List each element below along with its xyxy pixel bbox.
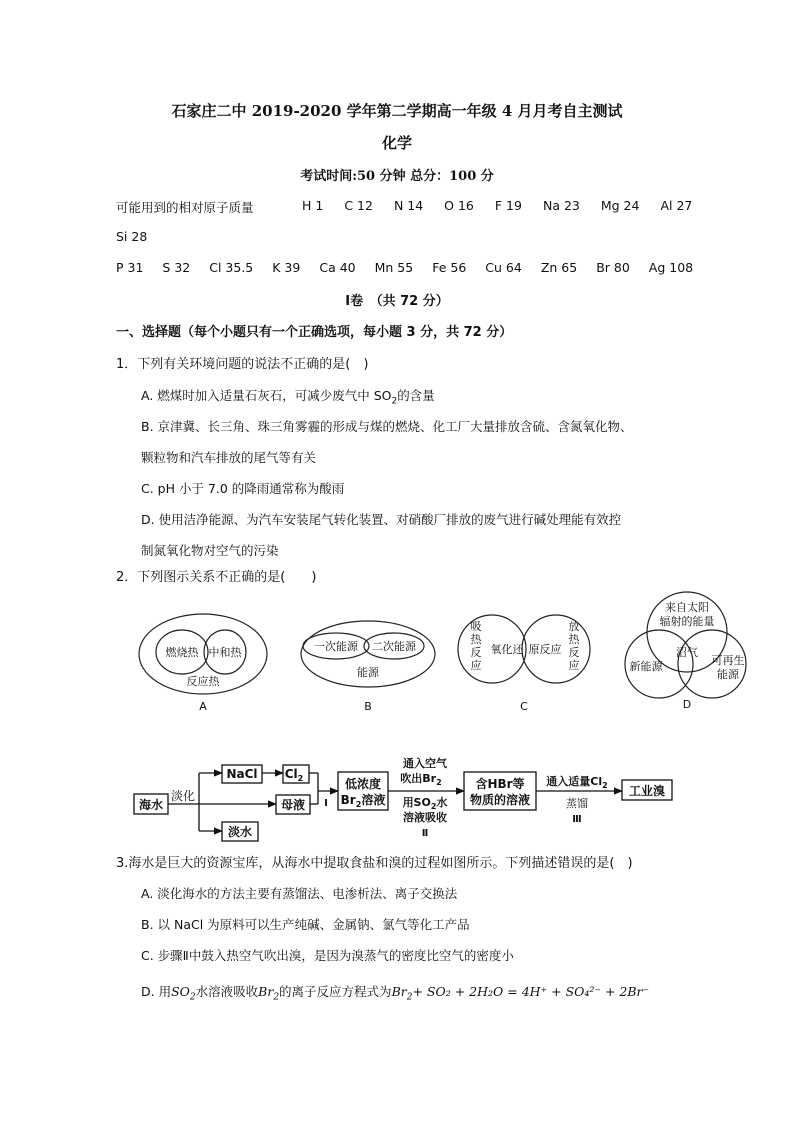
atomic-mass-p-1: S 32 [162, 260, 191, 275]
diag-b-inner-2-label: 二次能源 [372, 640, 416, 653]
atomic-mass-row-1 [302, 198, 713, 213]
flow-air-1: 通入空气 [403, 757, 447, 770]
flow-so2-2: 溶液吸收 [403, 811, 447, 824]
q2-stem: 2．下列图示关系不正确的是( ) [116, 570, 317, 585]
flow-seawater: 海水 [138, 798, 164, 812]
diag-c-left-char-2: 热 [470, 633, 482, 646]
diag-d-letter: D [682, 698, 692, 711]
flow-step-1: Ⅰ [324, 798, 328, 809]
atomic-mass-p-9: Br 80 [596, 260, 630, 275]
atomic-mass-si-0: Si 28 [116, 229, 148, 244]
diag-c-middle-1: 氧化还 [490, 643, 524, 656]
atomic-mass-0: H 1 [302, 198, 324, 213]
atomic-mass-p-2: Cl 35.5 [209, 260, 254, 275]
atomic-mass-4: F 19 [494, 198, 522, 213]
atomic-mass-p-0: P 31 [116, 260, 144, 275]
diag-b-inner-1-label: 一次能源 [314, 640, 358, 653]
flow-industrial-bromine: 工业溴 [628, 784, 666, 798]
diag-d-center: 沼气 [676, 646, 698, 659]
atomic-mass-p-4: Ca 40 [319, 260, 356, 275]
flow-step-2: Ⅱ [421, 828, 429, 839]
atomic-mass-2: N 14 [393, 198, 424, 213]
diag-c-left-char-3: 反 [470, 646, 482, 659]
atomic-mass-p-8: Zn 65 [540, 260, 578, 275]
q3-option-c: C. 步骤Ⅱ中鼓入热空气吹出溴，是因为溴蒸气的密度比空气的密度小 [141, 948, 514, 963]
diag-d-right-2: 能源 [717, 668, 739, 681]
flow-cl2: $Cl_2$ [284, 767, 304, 783]
flow-low-br2-1: 低浓度 [344, 777, 382, 791]
q3-option-d: D. 用$SO_2$水溶液吸收$Br_2$的离子反应方程式为$Br_2+ SO_2 + 2H_2O = 4H^+ + SO_4^{2-} + 2Br^-$ [141, 984, 650, 1003]
q1-option-a: A. 燃煤时加入适量石灰石，可减少废气中 $SO_2$的含量 [141, 388, 435, 407]
flow-desalination: 淡化 [170, 789, 196, 803]
flow-low-br2-2: $Br_2$溶液 [340, 793, 386, 809]
q1-option-d-line2: 制氮氧化物对空气的污染 [141, 543, 279, 558]
diag-d-top-2: 辐射的能量 [659, 615, 715, 628]
flow-distill: 蒸馏 [566, 797, 588, 810]
paper-subject: 化学 [381, 134, 412, 152]
diag-c-left-char-4: 应 [470, 659, 482, 672]
diag-c-left-char-1: 吸 [470, 620, 482, 633]
atomic-mass-5: Na 23 [542, 198, 580, 213]
diag-d-left: 新能源 [629, 660, 663, 673]
atomic-mass-p-7: Cu 64 [485, 260, 522, 275]
flow-air-2: 吹出$Br_2$ [400, 772, 442, 787]
exam-info: 考试时间:50 分钟 总分：100 分 [300, 169, 494, 184]
atomic-mass-row-2 [116, 229, 147, 244]
diag-a-letter: A [199, 700, 207, 713]
flow-nacl: NaCl [226, 767, 258, 781]
flow-hbr-2: 物质的溶液 [469, 793, 531, 807]
q1-stem: 1．下列有关环境问题的说法不正确的是( ) [116, 357, 369, 372]
flow-mother-liquor: 母液 [280, 798, 306, 812]
paper-title: 石家庄二中 2019-2020 学年第二学期高一年级 4 月月考自主测试 [171, 102, 623, 120]
atomic-mass-6: Mg 24 [600, 198, 640, 213]
diag-b-letter: B [364, 700, 372, 713]
diag-c-right-char-1: 放 [568, 620, 580, 633]
atomic-mass-p-10: Ag 108 [648, 260, 694, 275]
seawater-flow-diagram [0, 752, 794, 848]
atomic-mass-p-6: Fe 56 [432, 260, 467, 275]
diag-c-right-char-3: 反 [568, 646, 580, 659]
q2-diagrams [0, 590, 794, 720]
q3-option-b: B. 以 NaCl 为原料可以生产纯碱、金属钠、氯气等化工产品 [141, 917, 470, 932]
q1-option-d-line1: D. 使用洁净能源、为汽车安装尾气转化装置、对硝酸厂排放的废气进行碱处理能有效控 [141, 512, 622, 527]
diag-c-middle-2: 原反应 [528, 643, 562, 656]
diag-c-right-char-2: 热 [568, 633, 580, 646]
q3-option-a: A. 淡化海水的方法主要有蒸馏法、电渗析法、离子交换法 [141, 886, 458, 901]
atomic-mass-p-5: Mn 55 [374, 260, 414, 275]
part-title: Ⅰ卷 （共 72 分） [345, 294, 449, 309]
flow-cl-in: 通入适量$Cl_2$ [546, 775, 608, 790]
diag-a-inner-1-label: 燃烧热 [165, 646, 199, 659]
diag-b-outer-label: 能源 [357, 666, 379, 679]
flow-hbr-1: 含HBr等 [475, 777, 525, 791]
atomic-mass-p-3: K 39 [272, 260, 301, 275]
atomic-mass-1: C 12 [344, 198, 373, 213]
diag-a-outer-label: 反应热 [186, 675, 220, 688]
section-title: 一、选择题（每个小题只有一个正确选项，每小题 3 分，共 72 分） [116, 325, 513, 340]
q1-option-c: C. pH 小于 7.0 的降雨通常称为酸雨 [141, 481, 345, 496]
flow-so2-1: 用$SO_2$水 [402, 796, 448, 811]
atomic-mass-3: O 16 [444, 198, 474, 213]
diag-d-top-1: 来自太阳 [665, 601, 709, 614]
q1-option-b-line1: B. 京津冀、长三角、珠三角雾霾的形成与煤的燃烧、化工厂大量排放含硫、含氮氧化物、 [141, 419, 633, 434]
diag-d-right-1: 可再生 [711, 654, 745, 667]
flow-step-3: Ⅲ [572, 814, 582, 825]
flow-fresh-water: 淡水 [227, 825, 253, 839]
diag-a-inner-2-label: 中和热 [208, 646, 242, 659]
atomic-mass-7: Al 27 [660, 198, 693, 213]
q3-stem: 3.海水是巨大的资源宝库，从海水中提取食盐和溴的过程如图所示。下列描述错误的是( ) [116, 856, 633, 871]
atomic-mass-label: 可能用到的相对原子质量 [116, 200, 254, 215]
atomic-mass-row-3 [116, 260, 712, 275]
q1-option-b-line2: 颗粒物和汽车排放的尾气等有关 [141, 450, 317, 465]
diag-c-right-char-4: 应 [568, 659, 580, 672]
diag-c-letter: C [520, 700, 528, 713]
